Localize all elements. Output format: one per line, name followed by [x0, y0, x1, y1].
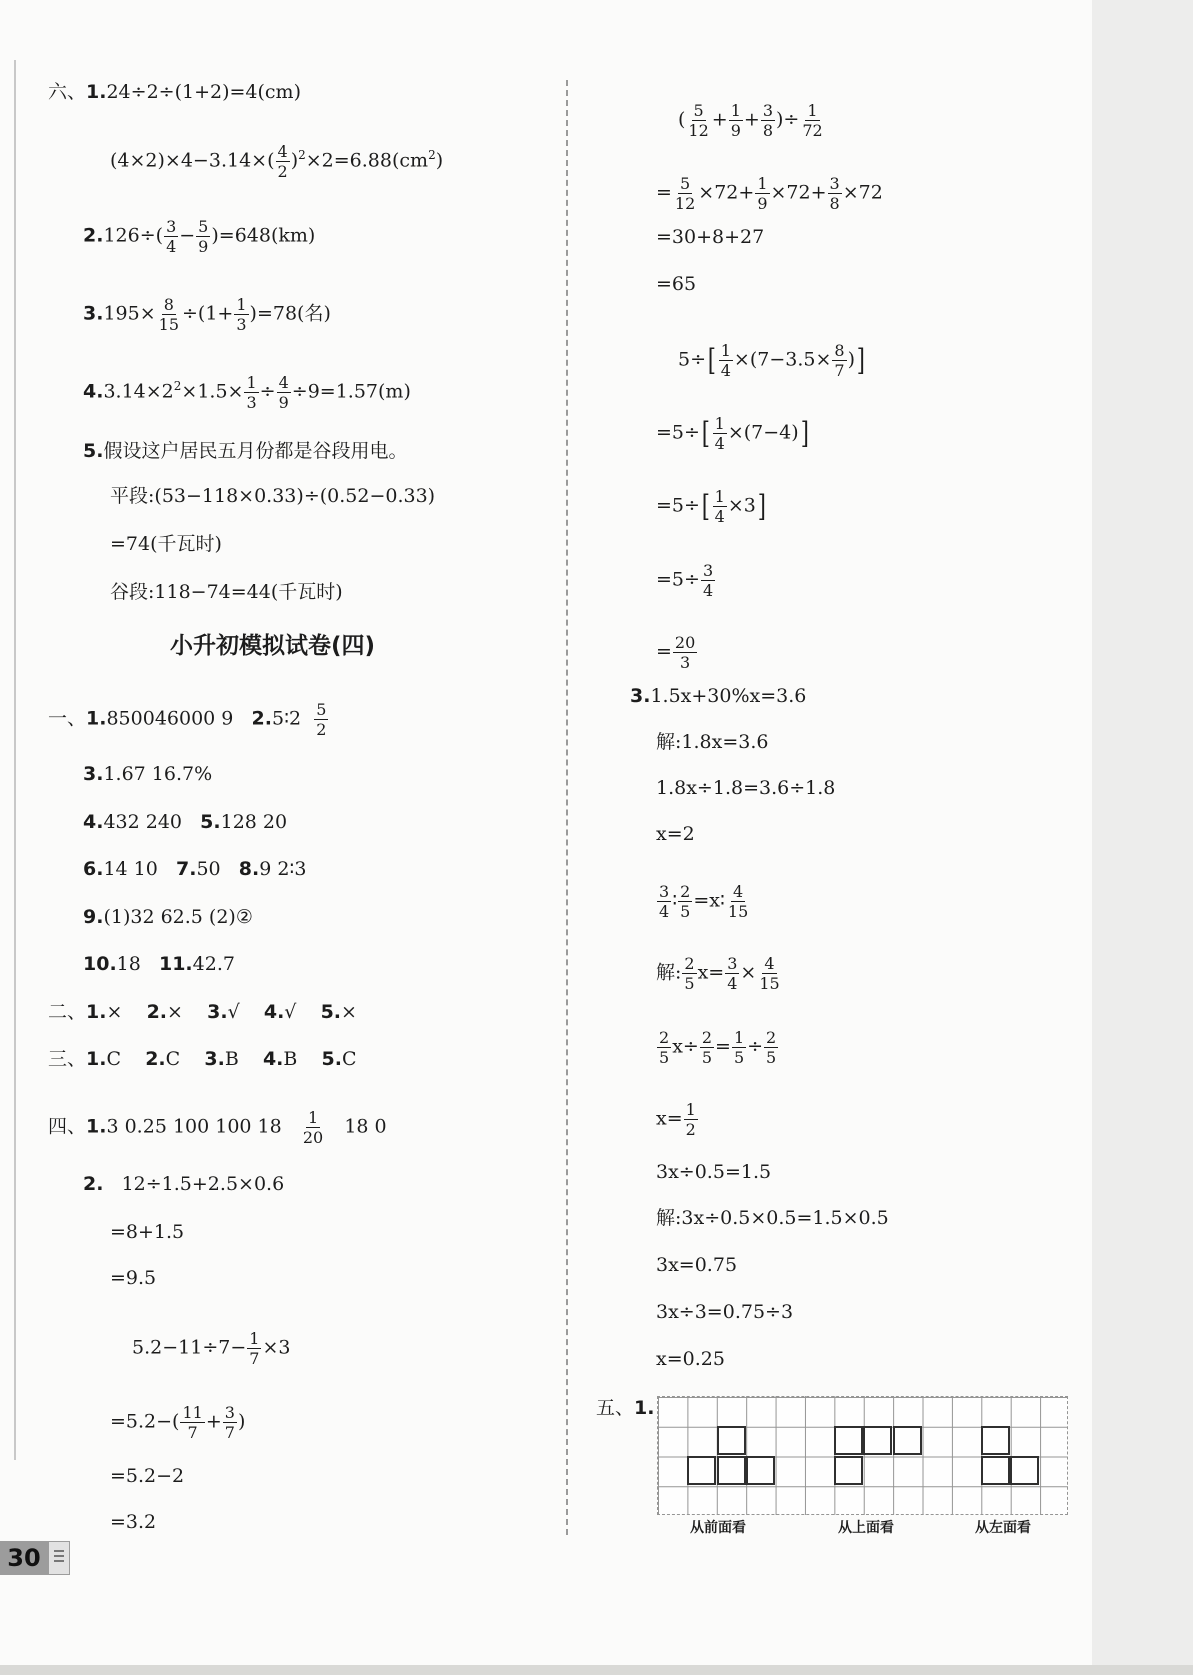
math-text: =x∶ [693, 889, 725, 912]
r-line4: =65 [656, 273, 697, 295]
fraction [700, 1029, 714, 1066]
section-label: 五、 [596, 1397, 635, 1419]
front-view-cell [746, 1456, 775, 1485]
fraction-numerator: 2 [684, 954, 695, 973]
math-text: × [341, 1001, 357, 1023]
math-text: 假设这户居民五月份都是谷段用电。 [103, 440, 408, 462]
fraction-numerator: 3 [829, 174, 840, 193]
r-q3 [630, 684, 806, 708]
math-text: ) [290, 149, 299, 172]
fraction-denominator: 9 [198, 237, 209, 256]
fraction-denominator: 7 [187, 1423, 198, 1442]
fraction [234, 296, 248, 333]
fraction-denominator: 7 [249, 1349, 260, 1368]
fraction [725, 955, 739, 992]
math-text: 1. [86, 1048, 107, 1070]
fraction-denominator: 3 [236, 315, 247, 334]
math-text: 42.7 [192, 953, 235, 975]
math-text: 9. [83, 906, 104, 928]
math-text: 18 0 [344, 1115, 387, 1138]
s4-q2-line6: =5.2−2 [110, 1465, 185, 1487]
q-num: 3. [83, 302, 104, 325]
fraction-numerator: 1 [714, 414, 725, 433]
math-text: x= [697, 961, 725, 984]
math-text: ×2=6.88(cm [305, 149, 429, 172]
math-text: = [656, 181, 672, 204]
math-text: (4×2)×4−3.14×( [110, 149, 275, 172]
top-view-cell [834, 1426, 863, 1455]
s1-q1-q2 [48, 701, 329, 738]
fraction [713, 415, 727, 452]
exam-title: 小升初模拟试卷(四) [170, 633, 376, 659]
math-text: 4. [262, 1048, 284, 1070]
fraction-numerator: 11 [182, 1403, 203, 1422]
s6-q2 [83, 218, 315, 255]
math-text: × [740, 961, 757, 984]
bracket: [ [701, 488, 710, 524]
fraction-denominator: 15 [727, 902, 749, 921]
fraction-numerator: 5 [198, 217, 209, 236]
math-text: 850046000 9 [106, 707, 234, 730]
fraction-denominator: 15 [759, 974, 780, 993]
fraction-denominator: 5 [659, 1048, 670, 1067]
fraction [682, 955, 696, 992]
fraction-denominator: 2 [685, 1120, 696, 1139]
math-text: + [743, 108, 760, 131]
fraction-numerator: 4 [733, 882, 744, 901]
fraction-denominator: 20 [302, 1128, 324, 1147]
fraction-numerator: 20 [674, 633, 696, 652]
fraction-denominator: 72 [802, 121, 823, 140]
fraction [755, 175, 769, 212]
fraction-numerator: 2 [701, 1028, 713, 1047]
fraction-denominator: 12 [688, 121, 709, 140]
math-text: (1)32 62.5 (2)② [103, 906, 253, 928]
fraction [223, 1404, 237, 1441]
s6-q1 [48, 80, 301, 104]
fraction [180, 1404, 204, 1441]
math-text: 18 [116, 953, 141, 975]
s1-q6-q8 [83, 857, 306, 881]
fraction-numerator: 5 [693, 101, 704, 120]
math-text: 3.14×2 [103, 380, 174, 403]
math-text: 1. [86, 707, 107, 730]
s6-q1-line2 [110, 143, 443, 180]
fraction-numerator: 2 [659, 1028, 670, 1047]
bracket: [ [707, 342, 716, 378]
fraction-numerator: 3 [702, 561, 714, 580]
fraction-denominator: 4 [720, 361, 731, 380]
page-number: 30 [0, 1541, 48, 1575]
math-text: ∶ [672, 889, 678, 912]
fraction [244, 374, 258, 411]
fraction-denominator: 5 [701, 1048, 713, 1067]
r-line5 [678, 342, 867, 379]
math-text: ÷9=1.57(m) [291, 380, 411, 403]
r-line11: 解:1.8x=3.6 [656, 731, 769, 753]
fraction-numerator: 1 [249, 1329, 260, 1348]
fraction [276, 143, 290, 180]
fraction [828, 175, 842, 212]
left-view-cell [1010, 1456, 1039, 1485]
s1-q3 [83, 762, 212, 786]
math-text: C [106, 1048, 122, 1070]
fraction-denominator: 15 [158, 315, 179, 334]
q-num: 4. [83, 380, 104, 403]
r-line16 [656, 1029, 779, 1066]
math-text: 4. [83, 811, 104, 833]
s1-q9 [83, 905, 253, 929]
math-text: B [224, 1048, 239, 1070]
math-text: ×72+ [770, 181, 827, 204]
r-line9 [656, 634, 698, 671]
math-text: 8. [238, 858, 260, 880]
r-line17 [656, 1101, 699, 1138]
math-text: 12÷1.5+2.5×0.6 [121, 1173, 285, 1195]
fraction-denominator: 7 [224, 1423, 235, 1442]
fraction-denominator: 5 [766, 1048, 777, 1067]
math-text: ×(7−4) [727, 421, 799, 444]
r-line1 [678, 102, 826, 139]
section-label: 三、 [48, 1048, 87, 1070]
math-text: 1. [634, 1397, 655, 1419]
math-text: = [656, 640, 672, 663]
r-line19: 解:3x÷0.5×0.5=1.5×0.5 [656, 1207, 889, 1229]
top-view-cell [834, 1456, 863, 1485]
fraction [657, 883, 671, 920]
r-line15 [656, 955, 783, 992]
math-text: 5. [321, 1048, 342, 1070]
fraction-numerator: 4 [278, 373, 289, 392]
fraction [157, 296, 181, 333]
s4-q1 [48, 1109, 387, 1146]
section-label: 四、 [48, 1115, 87, 1138]
math-text: x= [656, 1107, 683, 1130]
fraction-denominator: 9 [730, 121, 741, 140]
answer-text: 24÷2÷(1+2)=4(cm) [106, 81, 301, 103]
math-text: = [715, 1035, 731, 1058]
page-bottom-band [0, 1665, 1193, 1675]
fraction [701, 562, 715, 599]
fraction-numerator: 4 [764, 954, 775, 973]
math-text: 7. [175, 858, 197, 880]
s5-q1 [596, 1396, 654, 1420]
fraction-denominator: 2 [277, 162, 288, 181]
fraction-denominator: 4 [727, 974, 738, 993]
top-view-cell [893, 1426, 922, 1455]
math-text: + [711, 108, 728, 131]
fraction-numerator: 3 [762, 101, 773, 120]
math-text: 3. [204, 1048, 225, 1070]
fraction-denominator: 5 [684, 974, 695, 993]
fraction-denominator: 3 [680, 653, 691, 672]
math-text: 1.67 16.7% [103, 763, 213, 785]
r-line18: 3x÷0.5=1.5 [656, 1161, 772, 1183]
bracket: ] [856, 342, 865, 378]
r-line21: 3x÷3=0.75÷3 [656, 1301, 794, 1323]
math-text: 195× [103, 302, 156, 325]
s6-q4 [83, 374, 411, 411]
math-text: ×(7−3.5× [733, 348, 832, 371]
fraction [164, 218, 178, 255]
front-view-cell [687, 1456, 716, 1485]
s4-q2-line7: =3.2 [110, 1511, 157, 1533]
q-num: 2. [83, 224, 104, 247]
front-view-cell [717, 1456, 746, 1485]
fraction-denominator: 4 [702, 581, 714, 600]
fraction-numerator: 1 [730, 101, 741, 120]
math-text: 3. [83, 763, 104, 785]
bracket: [ [701, 415, 710, 451]
math-text: 3. [207, 1001, 228, 1023]
math-text: ) [435, 149, 444, 172]
r-line14 [656, 883, 751, 920]
fraction [314, 701, 328, 738]
s6-q5-line3: =74(千瓦时) [110, 533, 222, 555]
section-label: 六、 [48, 81, 87, 103]
fraction [757, 955, 781, 992]
caption-left-view: 从左面看 [975, 1520, 1031, 1536]
math-text: 128 20 [220, 811, 288, 833]
fraction-denominator: 4 [714, 507, 725, 526]
fraction-numerator: 2 [680, 882, 691, 901]
math-text: + [205, 1410, 222, 1433]
math-text: 解: [656, 961, 682, 984]
fraction-numerator: 8 [834, 341, 845, 360]
fraction-numerator: 5 [680, 174, 691, 193]
s3-answers [48, 1047, 357, 1071]
fraction-denominator: 2 [316, 720, 327, 739]
fraction-denominator: 5 [733, 1048, 745, 1067]
exponent: 2 [428, 148, 436, 163]
page-margin-strip [1092, 0, 1193, 1675]
fraction [301, 1109, 325, 1146]
math-text: C [165, 1048, 181, 1070]
s1-q4-q5 [83, 810, 287, 834]
math-text: ÷ [259, 380, 276, 403]
r-line6 [656, 415, 810, 452]
r-line20: 3x=0.75 [656, 1254, 738, 1276]
fraction-numerator: 1 [720, 341, 731, 360]
fraction [726, 883, 750, 920]
r-line13: x=2 [656, 823, 695, 845]
fraction-numerator: 3 [659, 882, 670, 901]
caption-front-view: 从前面看 [690, 1520, 746, 1536]
fraction [657, 1029, 671, 1066]
exponent: 2 [298, 148, 306, 163]
fraction [678, 883, 692, 920]
fraction-denominator: 5 [680, 902, 691, 921]
math-text: 2. [146, 1001, 168, 1023]
q-num: 1. [86, 81, 107, 103]
math-text: ×3 [262, 1336, 291, 1359]
r-line8 [656, 562, 716, 599]
math-text: ) [847, 348, 856, 371]
math-text: 1. [86, 1115, 107, 1138]
top-view-cell [863, 1426, 892, 1455]
math-text: 126÷( [103, 224, 164, 247]
fraction-numerator: 1 [246, 373, 257, 392]
fraction-numerator: 1 [685, 1100, 696, 1119]
r-line12: 1.8x÷1.8=3.6÷1.8 [656, 777, 836, 799]
s2-answers [48, 1000, 357, 1024]
fraction [729, 102, 743, 139]
r-line22: x=0.25 [656, 1348, 725, 1370]
math-text: − [179, 224, 196, 247]
fraction [719, 342, 733, 379]
fraction [800, 102, 824, 139]
fraction-numerator: 3 [224, 1403, 235, 1422]
math-text: ×3 [727, 494, 756, 517]
column-divider [566, 80, 568, 1535]
math-text: 5. [200, 811, 221, 833]
math-text: =5.2−( [110, 1410, 180, 1433]
s4-q2-line4 [132, 1330, 290, 1367]
s4-q2 [83, 1172, 284, 1196]
fraction [764, 1029, 778, 1066]
math-text: ÷ [747, 1035, 764, 1058]
left-view-cell [981, 1426, 1010, 1455]
fraction-denominator: 8 [762, 121, 773, 140]
caption-top-view: 从上面看 [838, 1520, 894, 1536]
fraction-numerator: 1 [757, 174, 768, 193]
bracket: ] [800, 415, 809, 451]
r-line2 [656, 175, 883, 212]
math-text: C [342, 1048, 357, 1070]
section-label: 一、 [48, 707, 87, 730]
s6-q3 [83, 296, 331, 333]
view-grid [657, 1396, 1068, 1515]
binding-edge [14, 60, 16, 1460]
math-text: 5.2−11÷7− [132, 1336, 247, 1359]
q-num: 5. [83, 440, 104, 462]
math-text: 2. [83, 1173, 104, 1195]
math-text: =5÷ [656, 568, 700, 591]
fraction-numerator: 8 [163, 295, 174, 314]
math-text: 4. [263, 1001, 285, 1023]
math-text: 5. [320, 1001, 342, 1023]
fraction-denominator: 4 [166, 237, 177, 256]
math-text: 1. [86, 1001, 107, 1023]
s4-q2-line5 [110, 1404, 245, 1441]
fraction [684, 1101, 698, 1138]
math-text: x÷ [672, 1035, 699, 1058]
math-text: 2. [251, 707, 272, 730]
section-label: 二、 [48, 1001, 87, 1023]
fraction-denominator: 3 [246, 393, 257, 412]
math-text: =5÷ [656, 421, 700, 444]
math-text: ÷(1+ [182, 302, 234, 325]
r-line7 [656, 488, 768, 525]
math-text: )÷ [776, 108, 800, 131]
math-text: × [167, 1001, 183, 1023]
fraction-denominator: 8 [829, 194, 840, 213]
math-text: 2. [145, 1048, 166, 1070]
math-text: B [283, 1048, 298, 1070]
fraction-denominator: 12 [674, 194, 696, 213]
math-text: 1.5x+30%x=3.6 [650, 685, 807, 707]
s4-q2-line3: =9.5 [110, 1267, 157, 1289]
fraction [196, 218, 210, 255]
fraction-numerator: 1 [714, 487, 725, 506]
bracket: ] [757, 488, 766, 524]
fraction-numerator: 2 [766, 1028, 777, 1047]
front-view-cell [717, 1426, 746, 1455]
fraction [761, 102, 775, 139]
fraction-numerator: 3 [166, 217, 177, 236]
math-text: =5÷ [656, 494, 700, 517]
math-text: 11. [158, 953, 193, 975]
fraction-numerator: 1 [733, 1028, 745, 1047]
exponent: 2 [173, 379, 182, 394]
s4-q2-line2: =8+1.5 [110, 1221, 185, 1243]
fraction-denominator: 9 [757, 194, 768, 213]
fraction [713, 488, 727, 525]
fraction [832, 342, 846, 379]
fraction [732, 1029, 746, 1066]
math-text: 432 240 [103, 811, 183, 833]
fraction-numerator: 1 [307, 1108, 319, 1127]
math-text: 14 10 [103, 858, 158, 880]
fraction [277, 374, 291, 411]
math-text: × [106, 1001, 123, 1023]
left-view-cell [981, 1456, 1010, 1485]
math-text: ×72+ [698, 181, 755, 204]
math-text: √ [284, 1001, 297, 1023]
math-text: 50 [196, 858, 221, 880]
math-text: 6. [83, 858, 104, 880]
s6-q5-line4: 谷段:118−74=44(千瓦时) [110, 581, 343, 603]
fraction-denominator: 4 [714, 434, 725, 453]
s6-q5-line2: 平段:(53−118×0.33)÷(0.52−0.33) [110, 485, 436, 507]
math-text: √ [227, 1001, 240, 1023]
math-text: )=648(km) [211, 224, 316, 247]
math-text: 3 0.25 100 100 18 [106, 1115, 282, 1138]
math-text: 10. [83, 953, 117, 975]
fraction [247, 1330, 261, 1367]
r-line3: =30+8+27 [656, 226, 765, 248]
fraction-numerator: 4 [277, 142, 288, 161]
fraction-numerator: 1 [807, 101, 818, 120]
s6-q5 [83, 439, 407, 463]
fraction-denominator: 7 [834, 361, 845, 380]
fraction-numerator: 1 [236, 295, 247, 314]
math-text: ×72 [842, 181, 883, 204]
fraction [673, 634, 697, 671]
math-text: 9 2∶3 [259, 858, 307, 880]
fraction [673, 175, 697, 212]
fraction-denominator: 9 [278, 393, 289, 412]
fraction-numerator: 3 [727, 954, 738, 973]
fraction-denominator: 4 [659, 902, 670, 921]
s1-q10-q11 [83, 952, 235, 976]
fraction-numerator: 5 [316, 700, 327, 719]
math-text: 5÷ [678, 348, 707, 371]
math-text: 3. [630, 685, 651, 707]
fraction [686, 102, 710, 139]
math-text: ( [678, 108, 686, 131]
math-text: ) [237, 1410, 246, 1433]
math-text: 5∶2 [271, 707, 302, 730]
page-number-decoration [48, 1541, 70, 1575]
math-text: ×1.5× [181, 380, 244, 403]
math-text: )=78(名) [249, 302, 331, 325]
